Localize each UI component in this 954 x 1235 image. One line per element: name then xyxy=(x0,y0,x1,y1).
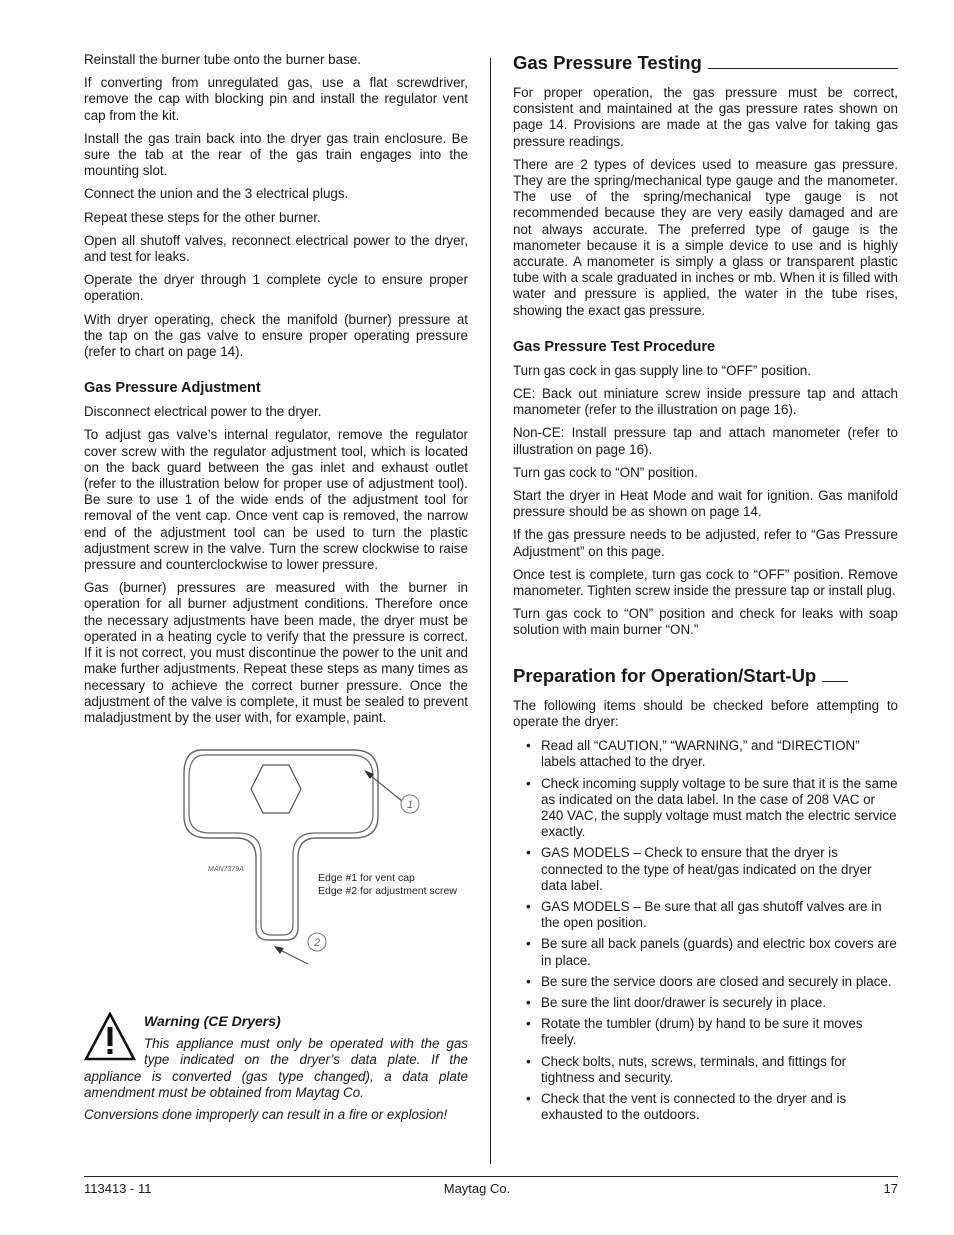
paragraph: Turn gas cock in gas supply line to “OFF” position. xyxy=(513,362,811,378)
heading-rule xyxy=(708,68,898,69)
bullet: • xyxy=(526,973,531,989)
list-item: • Check incoming supply voltage to be sure that it is the same as indicated on the data label. In the case of 208 VAC or 240 VAC, the supply voltage must match the electric service exactly. xyxy=(526,775,898,840)
paragraph: Install the gas train back into the dryer gas train enclosure. Be sure the tab at the rear of the gas train engages into the mounting slot. xyxy=(84,130,468,179)
company-name: Maytag Co. xyxy=(443,1181,511,1196)
paragraph: Repeat these steps for the other burner. xyxy=(84,209,321,225)
adjustment-tool-diagram xyxy=(84,742,468,992)
paragraph: CE: Back out miniature screw inside pressure tap and attach manometer (refer to the illustration on page 16). xyxy=(513,386,898,418)
list-item: • Be sure the lint door/drawer is securely in place. xyxy=(526,994,827,1010)
list-item: • Check bolts, nuts, screws, terminals, and fittings for tightness and security. xyxy=(526,1053,847,1085)
paragraph: Reinstall the burner tube onto the burner base. xyxy=(84,52,361,67)
intro-steps xyxy=(84,52,468,360)
list-item: • GAS MODELS – Be sure that all gas shutoff valves are in the open position. xyxy=(526,898,882,931)
heading-rule xyxy=(822,681,848,682)
paragraph: Once test is complete, turn gas cock to “OFF” position. Remove manometer. Tighten screw inside the pressure tap or install plug. xyxy=(513,566,898,599)
callout-1-label: 1 xyxy=(406,799,414,812)
list-item: • GAS MODELS – Check to ensure that the dryer is connected to the type of heat/gas indicated on the dryer data label. xyxy=(526,845,872,893)
section-title: Preparation for Operation/Start-Up xyxy=(513,664,817,686)
paragraph: For proper operation, the gas pressure must be correct, consistent and maintained at the gas pressure rates shown on page 14. Provisions are made at the gas valve for taking gas pressure readings. xyxy=(513,85,898,149)
paragraph: Turn gas cock to “ON” position and check for leaks with soap solution with main burner “ON.” xyxy=(513,606,898,638)
list-item: • Rotate the tumbler (drum) by hand to be sure it moves freely. xyxy=(526,1016,863,1048)
adjustment-tool-drawing xyxy=(84,742,468,992)
drawing-number: MAN7379A xyxy=(208,866,244,874)
paragraph: Gas (burner) pressures are measured with the burner in operation for all burner adjustment conditions. Therefore once the necessary adjustments have been made, the dryer must be operated in a heating cycle to verify that the pressure is correct. If it is not correct, you must discontinue the power to the unit and make further adjustments. Repeat these steps as many times as necessary to achieve the correct burner pressure. Once the adjustment of the valve is complete, it must be sealed to prevent maladjustment by the user with, for example, paint. xyxy=(84,580,468,725)
bullet: • xyxy=(526,775,531,791)
gas-pressure-testing-heading xyxy=(513,52,898,74)
paragraph: Open all shutoff valves, reconnect electrical power to the dryer, and test for leaks. xyxy=(84,232,468,265)
paragraph: The following items should be checked before attempting to operate the dryer: xyxy=(513,697,898,729)
bullet: • xyxy=(526,1053,531,1069)
list-item: • Check that the vent is connected to the dryer and is exhausted to the outdoors. xyxy=(526,1090,847,1123)
list-item: • Be sure the service doors are closed and securely in place. xyxy=(526,973,892,989)
test-procedure-heading: Gas Pressure Test Procedure xyxy=(513,338,716,355)
callout-2-arrowhead xyxy=(274,946,284,954)
warning-text: Conversions done improperly can result in a fire or explosion! xyxy=(84,1107,448,1123)
paragraph: Operate the dryer through 1 complete cycle to ensure proper operation. xyxy=(84,272,468,304)
paragraph: There are 2 types of devices used to measure gas pressure. They are the spring/mechanical type gauge and the manometer. The use of the spring/mechanical type gauge is not recommended because they are very easily damaged and are not always accurate. The preferred type of gauge is the manometer because it is a simple device to use and is highly accurate. A manometer is simply a glass or transparent plastic tube with a scale graduated in inches or mb. When it is filled with water and pressure is applied, the water in the tube rises, showing the exact gas pressure. xyxy=(513,156,898,318)
list-item: • Be sure all back panels (guards) and electric box covers are in place. xyxy=(526,936,897,968)
bullet: • xyxy=(526,936,531,952)
paragraph: Disconnect electrical power to the dryer. xyxy=(84,404,322,420)
callout-2-label: 2 xyxy=(313,937,321,950)
paragraph: Turn gas cock to “ON” position. xyxy=(513,464,698,480)
caption-edge-1: Edge #1 for vent cap xyxy=(318,872,415,885)
bullet: • xyxy=(526,994,531,1010)
bullet: • xyxy=(526,1090,531,1106)
column-divider xyxy=(490,58,491,1164)
hex-opening xyxy=(251,765,301,813)
bullet: • xyxy=(526,738,531,754)
paragraph: To adjust gas valve’s internal regulator, remove the regulator cover screw with the regulator adjustment tool, which is located on the back guard between the gas inlet and exhaust outlet (refer to the illustration below for proper use of adjustment tool). Be sure to use 1 of the wide ends of the adjustment tool for removal of the vent cap. Once vent cap is removed, the narrow end of the adjustment tool can be used to turn the plastic adjustment screw in the valve. Turn the screw clockwise to raise pressure and counterclockwise to lower pressure. xyxy=(84,427,468,573)
paragraph: If the gas pressure needs to be adjusted, refer to “Gas Pressure Adjustment” on this page. xyxy=(513,527,898,559)
paragraph: Start the dryer in Heat Mode and wait for ignition. Gas manifold pressure should be as shown on page 14. xyxy=(513,488,898,520)
right-column xyxy=(513,52,898,1128)
tool-outline-outer xyxy=(184,750,378,940)
document-number: 113413 - 11 xyxy=(84,1181,152,1196)
tool-outline-inner xyxy=(189,755,373,935)
warning-text: This appliance must only be operated with the gas type indicated on the dryer’s data plate. If the appliance is converted (gas type changed), a data plate amendment must be obtained from Maytag Co. xyxy=(84,1036,468,1100)
paragraph: Connect the union and the 3 electrical plugs. xyxy=(84,186,349,202)
paragraph: Non-CE: Install pressure tap and attach manometer (refer to illustration on page 16). xyxy=(513,425,898,457)
caption-edge-2: Edge #2 for adjustment screw xyxy=(318,885,457,898)
warning-triangle-icon xyxy=(84,1012,136,1062)
bullet: • xyxy=(526,898,531,914)
bullet: • xyxy=(526,1016,531,1032)
left-column xyxy=(84,52,468,1130)
page-number: 17 xyxy=(883,1181,898,1196)
checklist xyxy=(513,738,898,1123)
paragraph: With dryer operating, check the manifold (burner) pressure at the tap on the gas valve to ensure proper operating pressure (refer to chart on page 14). xyxy=(84,311,468,360)
bullet: • xyxy=(526,845,531,861)
paragraph: If converting from unregulated gas, use a flat screwdriver, remove the cap with blocking pin and install the regulator vent cap from the kit. xyxy=(84,75,468,123)
section-title: Gas Pressure Testing xyxy=(513,52,702,73)
diagram-caption xyxy=(318,872,457,898)
list-item: • Read all “CAUTION,” “WARNING,” and “DIRECTION” labels attached to the dryer. xyxy=(526,738,860,770)
footer-rule xyxy=(84,1176,898,1177)
ce-warning-box xyxy=(84,1012,468,1123)
gas-pressure-adjustment-heading: Gas Pressure Adjustment xyxy=(84,380,261,397)
warning-title: Warning (CE Dryers) xyxy=(144,1013,281,1030)
preparation-heading xyxy=(513,665,898,687)
